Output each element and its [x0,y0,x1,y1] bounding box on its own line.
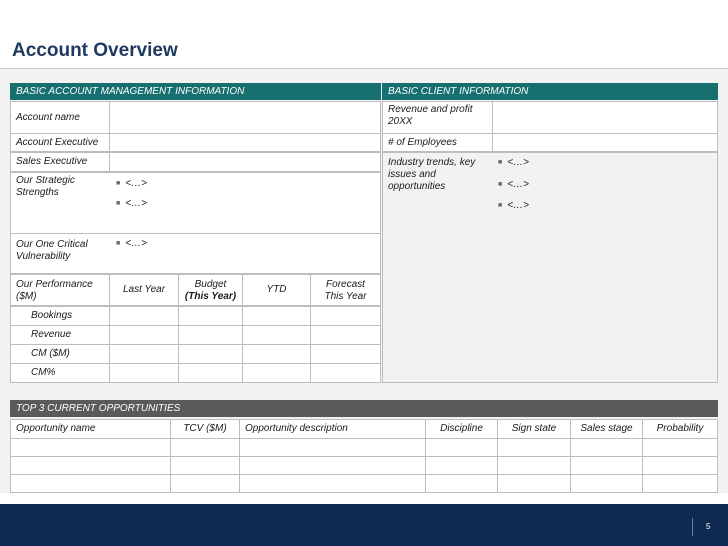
opp2-discipline-cell[interactable] [425,456,498,475]
opp3-probability-cell[interactable] [642,474,718,493]
footer-bar [0,504,728,546]
industry-trends-block [382,152,718,383]
opp3-name-cell[interactable] [10,474,171,493]
bookings-ytd-cell[interactable] [242,306,311,326]
cm-budget-cell[interactable] [178,344,243,364]
strength-bullet-2[interactable]: ■ <…> [116,198,147,209]
col-budget-label: Budget [194,279,227,290]
col-ytd: YTD [242,274,311,306]
client-section-header: BASIC CLIENT INFORMATION [382,83,718,100]
employees-label: # of Employees [382,133,493,152]
opp3-tcv-cell[interactable] [170,474,240,493]
row-revenue-label: Revenue [10,325,110,345]
col-last-year: Last Year [109,274,179,306]
critical-vulnerability-label: Our One Critical Vulnerability [16,239,88,262]
page-number: 5 [706,522,711,531]
strategic-strengths-label: Our Strategic Strengths [16,175,75,198]
opp1-sales-stage-cell[interactable] [570,438,643,457]
revenue-budget-cell[interactable] [178,325,243,345]
cm-percent-last-year-cell[interactable] [109,363,179,383]
sales-executive-field[interactable] [109,152,381,172]
bookings-forecast-cell[interactable] [310,306,381,326]
revenue-ytd-cell[interactable] [242,325,311,345]
row-bookings-label: Bookings [10,306,110,326]
revenue-profit-field[interactable] [492,101,718,134]
col-sign-state: Sign state [497,419,571,439]
performance-label: Our Performance ($M) [10,274,110,306]
sales-executive-label: Sales Executive [10,152,110,172]
cm-percent-budget-cell[interactable] [178,363,243,383]
col-discipline: Discipline [425,419,498,439]
opportunities-header: TOP 3 CURRENT OPPORTUNITIES [10,400,718,417]
opp2-description-cell[interactable] [239,456,426,475]
strength-bullet-1[interactable]: ■ <…> [116,178,147,189]
col-sales-stage: Sales stage [570,419,643,439]
opp1-probability-cell[interactable] [642,438,718,457]
opp2-sales-stage-cell[interactable] [570,456,643,475]
col-forecast: Forecast This Year [310,274,381,306]
critical-vulnerability-row [10,233,381,274]
cm-percent-forecast-cell[interactable] [310,363,381,383]
strategic-strengths-row [10,172,381,234]
col-tcv: TCV ($M) [170,419,240,439]
opp2-name-cell[interactable] [10,456,171,475]
opp2-tcv-cell[interactable] [170,456,240,475]
row-cm-label: CM ($M) [10,344,110,364]
col-budget-sublabel: (This Year) [184,291,237,302]
opp2-probability-cell[interactable] [642,456,718,475]
row-cm-percent-label: CM% [10,363,110,383]
industry-bullet-3[interactable]: ■ <…> [498,200,529,211]
industry-trends-label: Industry trends, key issues and opportunities [388,157,476,192]
footer-separator [692,518,693,536]
col-budget [178,274,243,306]
industry-bullet-1[interactable]: ■ <…> [498,157,529,168]
industry-bullet-2[interactable]: ■ <…> [498,179,529,190]
cm-ytd-cell[interactable] [242,344,311,364]
account-executive-label: Account Executive [10,133,110,152]
account-executive-field[interactable] [109,133,381,152]
opp3-sign-state-cell[interactable] [497,474,571,493]
opp1-tcv-cell[interactable] [170,438,240,457]
col-opportunity-name: Opportunity name [10,419,171,439]
opp3-discipline-cell[interactable] [425,474,498,493]
account-name-field[interactable] [109,101,381,134]
employees-field[interactable] [492,133,718,152]
cm-percent-ytd-cell[interactable] [242,363,311,383]
bookings-last-year-cell[interactable] [109,306,179,326]
revenue-forecast-cell[interactable] [310,325,381,345]
col-opportunity-description: Opportunity description [239,419,426,439]
account-name-label: Account name [10,101,110,134]
opp3-description-cell[interactable] [239,474,426,493]
page-title: Account Overview [12,40,178,61]
account-section-header: BASIC ACCOUNT MANAGEMENT INFORMATION [10,83,381,100]
opp3-sales-stage-cell[interactable] [570,474,643,493]
vulnerability-bullet-1[interactable]: ■ <…> [116,238,147,249]
cm-last-year-cell[interactable] [109,344,179,364]
opp2-sign-state-cell[interactable] [497,456,571,475]
opp1-name-cell[interactable] [10,438,171,457]
opp1-discipline-cell[interactable] [425,438,498,457]
opp1-description-cell[interactable] [239,438,426,457]
cm-forecast-cell[interactable] [310,344,381,364]
opp1-sign-state-cell[interactable] [497,438,571,457]
revenue-last-year-cell[interactable] [109,325,179,345]
col-probability: Probability [642,419,718,439]
revenue-profit-label: Revenue and profit 20XX [382,101,493,134]
bookings-budget-cell[interactable] [178,306,243,326]
